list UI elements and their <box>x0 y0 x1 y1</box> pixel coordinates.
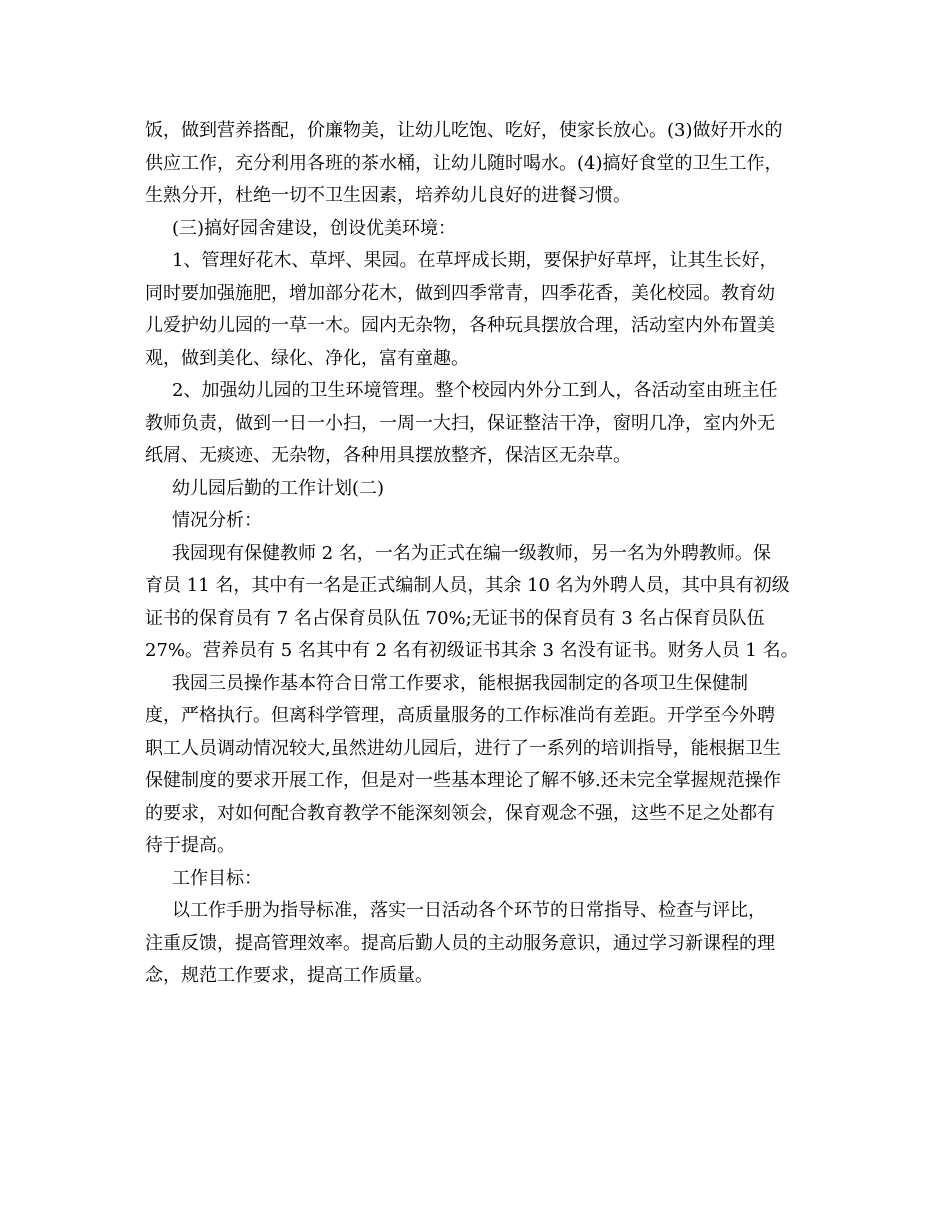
text-line: 度，严格执行。但离科学管理，高质量服务的工作标准尚有差距。开学至今外聘 <box>145 705 775 726</box>
text-line: 注重反馈，提高管理效率。提高后勤人员的主动服务意识，通过学习新课程的理 <box>145 932 775 954</box>
text-line: 情况分析： <box>172 510 262 531</box>
text-line: 纸屑、无痰迹、无杂物，各种用具摆放整齐，保洁区无杂草。 <box>145 445 631 466</box>
text-line: 的要求，对如何配合教育教学不能深刻领会，保育观念不强，这些不足之处都有 <box>145 802 775 824</box>
text-line: 以工作手册为指导标准，落实一日活动各个环节的日常指导、检查与评比， <box>172 900 766 921</box>
text-line: 2、加强幼儿园的卫生环境管理。整个校园内外分工到人，各活动室由班主任 <box>172 380 778 401</box>
text-line: 职工人员调动情况较大,虽然进幼儿园后，进行了一系列的培训指导，能根据卫生 <box>145 737 781 759</box>
text-line: 儿爱护幼儿园的一草一木。园内无杂物，各种玩具摆放合理，活动室内外布置美 <box>145 315 775 336</box>
text-line: 饭，做到营养搭配，价廉物美，让幼儿吃饱、吃好，使家长放心。(3)做好开水的 <box>145 120 783 141</box>
text-line: 工作目标： <box>172 867 262 889</box>
text-line: 观，做到美化、绿化、净化，富有童趣。 <box>145 347 469 369</box>
text-line: 供应工作，充分利用各班的茶水桶，让幼儿随时喝水。(4)搞好食堂的卫生工作， <box>145 152 783 174</box>
text-line: 同时要加强施肥，增加部分花木，做到四季常青，四季花香，美化校园。教育幼 <box>145 282 775 304</box>
text-line: 幼儿园后勤的工作计划(二) <box>172 477 385 499</box>
text-line: 27%。营养员有 5 名其中有 2 名有初级证书其余 3 名没有证书。财务人员 1 名。 <box>145 640 799 661</box>
text-line: 保健制度的要求开展工作，但是对一些基本理论了解不够.还未完全掌握规范操作 <box>145 770 781 791</box>
text-line: 1、管理好花木、草坪、果园。在草坪成长期，要保护好草坪，让其生长好， <box>172 250 778 271</box>
document-body <box>145 115 810 993</box>
text-line: 我园三员操作基本符合日常工作要求，能根据我园制定的各项卫生保健制 <box>172 672 748 694</box>
text-line: 育员 11 名，其中有一名是正式编制人员，其余 10 名为外聘人员，其中具有初级 <box>145 575 790 596</box>
text-line: 生熟分开，杜绝一切不卫生因素，培养幼儿良好的进餐习惯。 <box>145 185 631 206</box>
text-line: 念，规范工作要求，提高工作质量。 <box>145 965 433 986</box>
text-line: 教师负责，做到一日一小扫，一周一大扫，保证整洁干净，窗明几净，室内外无 <box>145 412 775 434</box>
text-line: (三)搞好园舍建设，创设优美环境： <box>172 217 457 239</box>
text-line: 待于提高。 <box>145 835 235 856</box>
text-line: 我园现有保健教师 2 名，一名为正式在编一级教师，另一名为外聘教师。保 <box>172 542 771 564</box>
text-line: 证书的保育员有 7 名占保育员队伍 70%;无证书的保育员有 3 名占保育员队伍 <box>145 607 765 629</box>
